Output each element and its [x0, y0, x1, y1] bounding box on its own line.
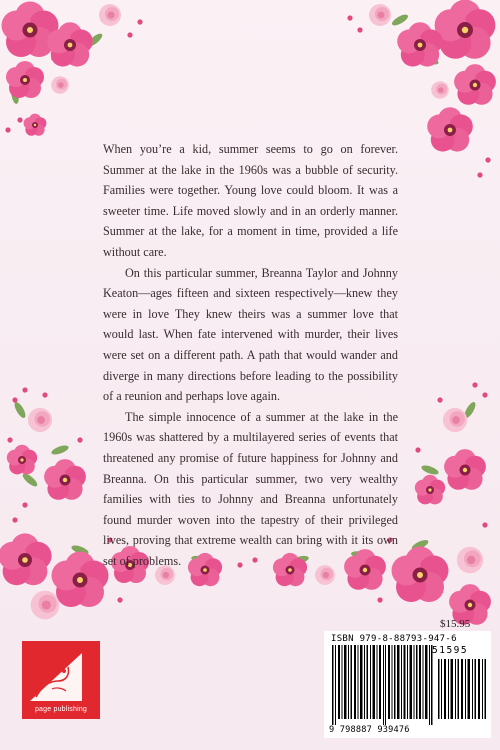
back-cover-blurb: [103, 139, 398, 571]
blurb-paragraph-2: On this particular summer, Breanna Taylor and Johnny Keaton—ages fifteen and sixteen respectively—knew they were in love They knew theirs was a summer love that would last. When fate intervened with murder, their lives were set on a different path. A path that would wander and diverge in many directions before leading to the possibility of a reunion and perhaps love again.: [103, 265, 398, 404]
flowers-mid-right: [415, 382, 488, 504]
flowers-top-left: [2, 2, 143, 136]
isbn-label: ISBN 979-8-88793-947-6: [331, 634, 457, 644]
price-label: $15.95: [440, 618, 471, 630]
barcode-digits: 9 798887 939476: [329, 725, 410, 735]
barcode-bars: [330, 645, 488, 725]
publisher-name: page publishing: [34, 706, 88, 713]
blurb-paragraph-1: When you’re a kid, summer seems to go on forever. Summer at the lake in the 1960s was a bubble of security. Families were together. Young love could bloom. It was a sweeter time. Life moved slowly and in an orderly manner. Summer at the lake, for a moment in time, provided a life without care.: [103, 142, 398, 259]
flowers-mid-left: [7, 387, 86, 499]
price-supplement-number: 51595: [432, 645, 469, 656]
blurb-paragraph-3: The simple innocence of a summer at the lake in the 1960s was shattered by a multilayered series of events that threatened any promise of future happiness for Johnny and Breanna. On this particular summer, two very wealthy families with ties to Johnny and Breanna unfortunately found murder woven into the tapestry of their privileged lives, proving that extreme wealth can bring with it its own set of problems.: [103, 409, 398, 568]
